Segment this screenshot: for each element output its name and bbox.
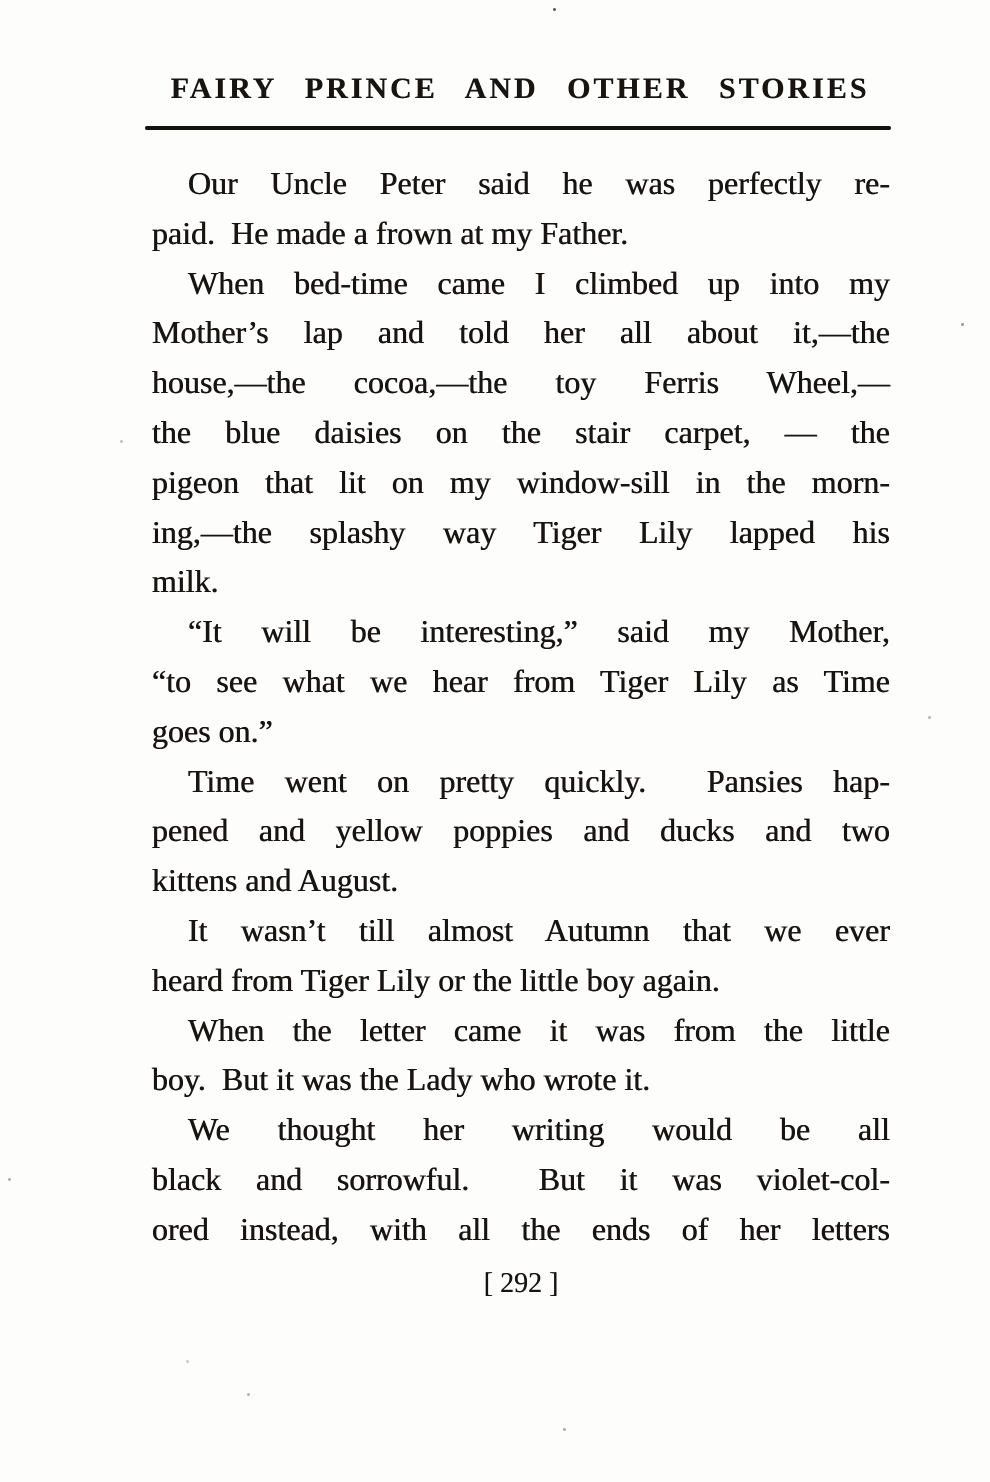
text-line: the blue daisies on the stair carpet, — the [152,413,890,450]
text-block [152,159,890,1255]
text-line: Mother’s lap and told her all about it,—the [152,314,890,351]
text-line: boy. But it was the Lady who wrote it. [152,1061,651,1098]
header-rule [145,126,891,130]
text-line: Our Uncle Peter said he was perfectly re- [188,165,890,201]
text-line: house,—the cocoa,—the toy Ferris Wheel,— [152,364,890,401]
page-number: [ 292 ] [483,1268,559,1299]
text-line: heard from Tiger Lily or the little boy again. [152,961,720,998]
text-line: pigeon that lit on my window-sill in the morn- [152,463,890,500]
scan-speck-layer [0,0,3,3]
text-line: ored instead, with all the ends of her letters [152,1210,890,1247]
text-line: We thought her writing would be all [188,1111,890,1148]
text-line: “It will be interesting,” said my Mother, [188,613,890,650]
text-line: When the letter came it was from the little [188,1011,890,1048]
running-header: FAIRY PRINCE AND OTHER STORIES [170,72,870,105]
text-line: “to see what we hear from Tiger Lily as Time [152,662,890,699]
text-line: kittens and August. [152,862,399,899]
text-line: It wasn’t till almost Autumn that we ever [188,911,890,948]
text-line: ing,—the splashy way Tiger Lily lapped his [152,513,890,550]
text-line: goes on.” [152,712,273,749]
text-line: black and sorrowful. But it was violet-col- [152,1160,890,1197]
text-line: pened and yellow poppies and ducks and two [152,812,890,849]
text-line: paid. He made a frown at my Father. [152,214,629,251]
text-line: When bed-time came I climbed up into my [188,264,890,301]
text-line: milk. [152,563,219,600]
text-line: Time went on pretty quickly. Pansies hap- [188,762,890,799]
